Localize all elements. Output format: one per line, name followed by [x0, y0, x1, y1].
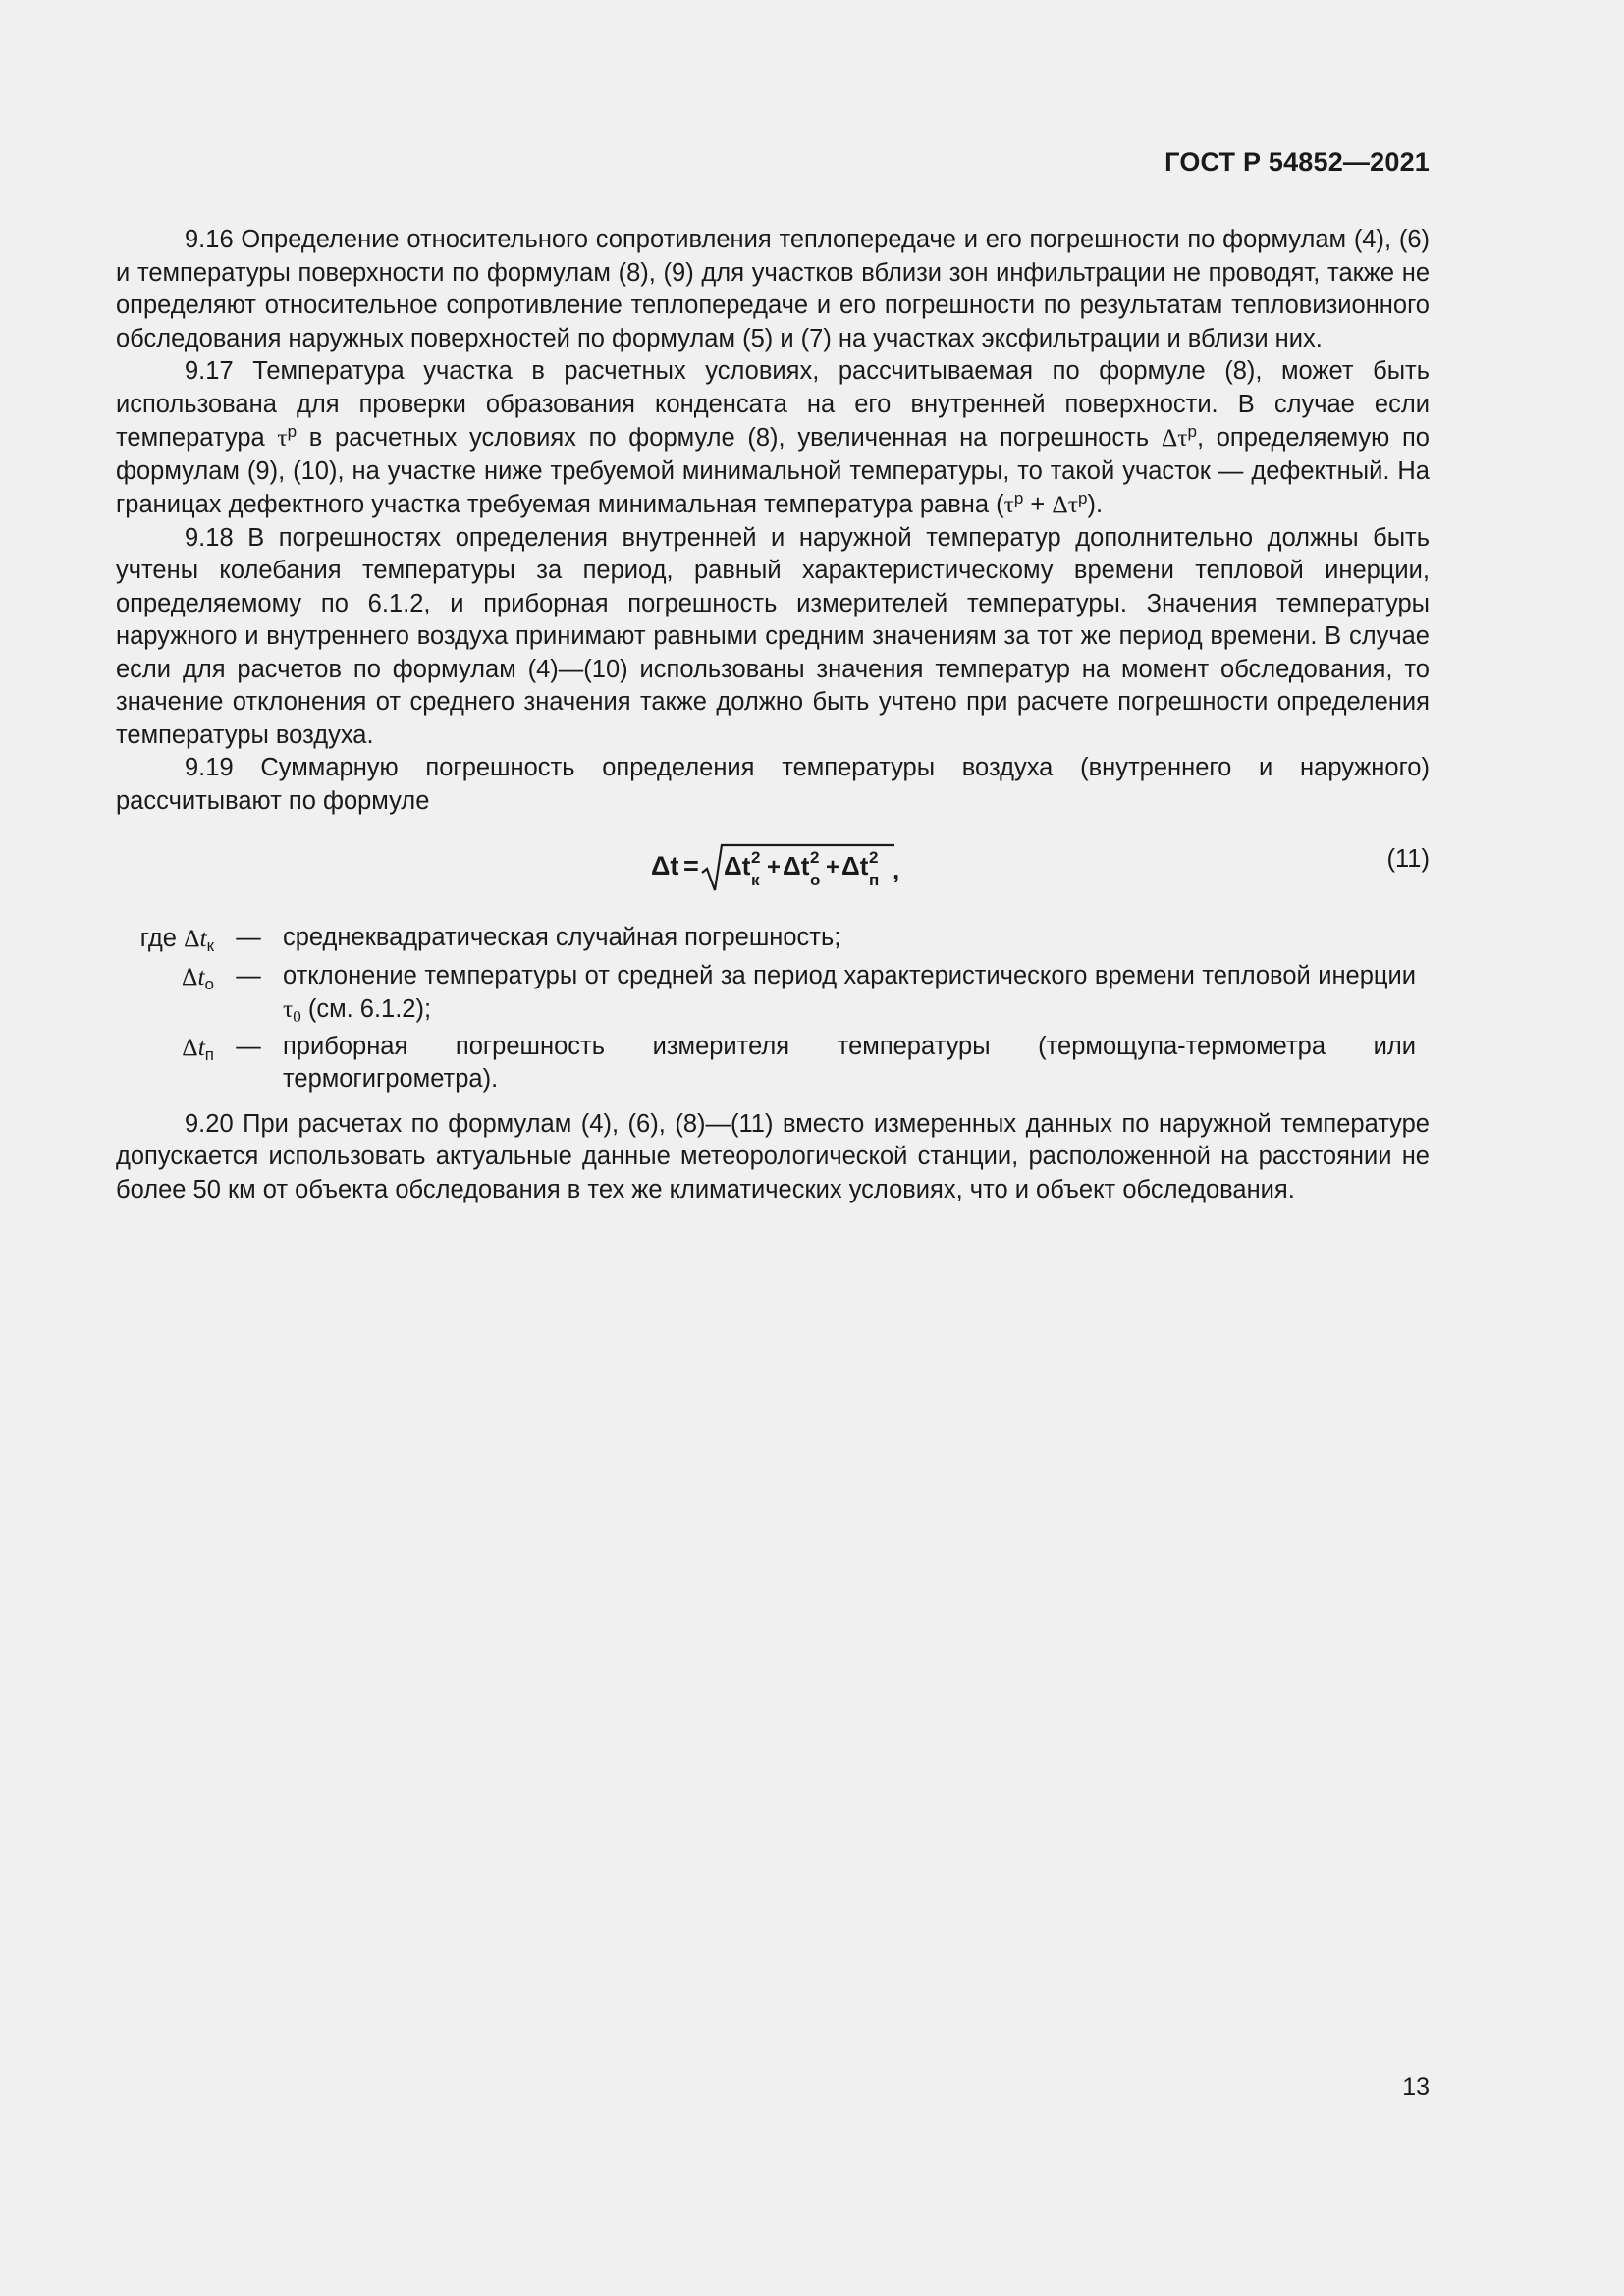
paragraph-9-20: 9.20 При расчетах по формулам (4), (6), (8)—(11) вместо измеренных данных по наружной температуре допускается использовать актуальные данные метеорологической станции, расположенной на расстоянии не более 50 км от объекта обследования в тех же климатических условиях, что и объект обследования.: [116, 1109, 1430, 1203]
superscript-p: р: [1013, 489, 1024, 507]
symbol-subscript: п: [204, 1044, 214, 1064]
definition-dash: —: [236, 1032, 261, 1060]
text-segment: , определяемую по формулам (9), (10), на участке ниже требуемой минимальной температуры, то такой участок — дефектный. На границах дефектного участка требуемая минимальная температура равна (: [116, 424, 1430, 518]
document-body: [116, 224, 1430, 1206]
t-glyph: t: [197, 1032, 205, 1061]
delta-glyph: Δ: [184, 924, 200, 952]
definition-row: [116, 922, 1430, 956]
plus-1: +: [767, 854, 782, 881]
term-o: Δt: [783, 851, 810, 881]
formula-comma: ,: [893, 855, 900, 884]
superscript-p: р: [1078, 489, 1088, 507]
tau-symbol: τ: [1003, 490, 1014, 518]
symbol-subscript: к: [206, 936, 214, 955]
superscript-p: р: [287, 422, 298, 441]
formula-lhs: Δt: [651, 851, 679, 881]
pow-k: 2: [751, 848, 761, 867]
definition-text: приборная погрешность измерителя температуры (термощупа-термометра или термогигрометра).: [283, 1032, 1416, 1093]
equation-number: (11): [1386, 845, 1430, 873]
symbol-subscript: о: [204, 974, 214, 993]
pow-p: 2: [869, 848, 879, 867]
paragraph-9-18: 9.18 В погрешностях определения внутренней и наружной температур дополнительно должны быть учтены колебания температуры за период, равный характеристическому времени тепловой инерции, определяемому по 6.1.2, и приборная погрешность измерителей температуры. Значения температуры наружного и внутреннего воздуха принимают равными средним значениям за тот же период времени. В случае если для расчетов по формулам (4)—(10) использованы значения температур на момент обследования, то значение отклонения от среднего значения также должно быть учтено при расчете погрешности определения температуры воздуха.: [116, 523, 1430, 749]
tau-subscript: 0: [293, 1007, 301, 1026]
paragraph-9-16: 9.16 Определение относительного сопротивления теплопередаче и его погрешности по формулам (4), (6) и температуры поверхности по формулам (8), (9) для участков вблизи зон инфильтрации не проводят, также не определяют относительное сопротивление теплопередаче и его погрешности по результатам тепловизионного обследования наружных поверхностей по формулам (5) и (7) на участках эксфильтрации и вблизи них.: [116, 226, 1430, 352]
definition-row: [116, 960, 1430, 1027]
tau-symbol: τ: [277, 423, 288, 452]
page-number: 13: [1402, 2073, 1430, 2101]
term-p: Δt: [841, 851, 869, 881]
text-segment: (см. 6.1.2);: [300, 995, 432, 1023]
text-segment: ).: [1087, 491, 1104, 518]
definition-dash: —: [236, 961, 261, 989]
formula-expression: [651, 839, 906, 900]
plus-2: +: [826, 854, 840, 881]
document-header: ГОСТ Р 54852—2021: [1164, 147, 1430, 177]
sub-p: п: [869, 871, 880, 889]
text-segment: отклонение температуры от средней за период характеристического времени тепловой инерции: [283, 961, 1416, 989]
t-glyph: t: [199, 924, 207, 952]
delta-glyph: Δ: [182, 1032, 198, 1061]
definition-text: [283, 960, 1430, 1027]
formula-equals: =: [683, 851, 699, 881]
delta-tau-symbol: Δτ: [1052, 490, 1079, 518]
sub-k: к: [751, 871, 760, 889]
pow-o: 2: [810, 848, 820, 867]
definition-symbol: [116, 960, 214, 994]
text-segment: в расчетных условиях по формуле (8), увеличенная на погрешность: [297, 424, 1162, 452]
definition-text: среднеквадратическая случайная погрешность;: [283, 924, 841, 951]
paragraph-9-19: 9.19 Суммарную погрешность определения температуры воздуха (внутреннего и наружного) рассчитывают по формуле: [116, 754, 1430, 815]
paragraph-9-17: [116, 355, 1430, 522]
definition-dash: —: [236, 924, 261, 951]
text-segment: 9.17 Температура участка в расчетных условиях, рассчитываемая по формуле (8), может быть использована для проверки образования конденсата на его внутренней поверхности. В случае если температура: [116, 357, 1430, 452]
tau-symbol: τ: [283, 994, 294, 1023]
sub-o: о: [810, 871, 821, 889]
definition-row: [116, 1031, 1430, 1096]
where-word: где: [139, 925, 185, 952]
variable-definitions: [116, 922, 1430, 1096]
plus-sign: +: [1023, 491, 1053, 518]
delta-glyph: Δ: [182, 961, 198, 990]
definition-symbol: [116, 1031, 214, 1065]
formula-11: [116, 833, 1430, 908]
superscript-p: р: [1187, 422, 1197, 441]
definition-symbol: [116, 922, 214, 956]
term-k: Δt: [724, 851, 751, 881]
t-glyph: t: [197, 961, 205, 990]
delta-tau-symbol: Δτ: [1161, 423, 1188, 452]
